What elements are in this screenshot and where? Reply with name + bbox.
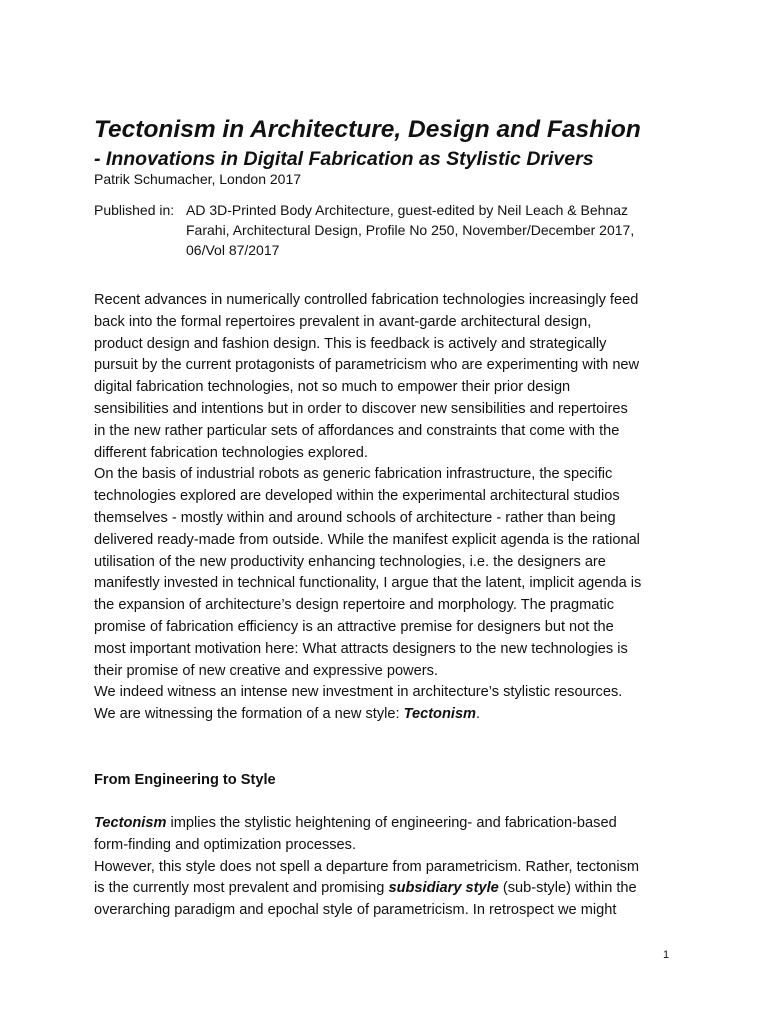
text-line: Recent advances in numerically controlled fabrication technologies increasingly feed	[94, 292, 639, 308]
text-segment: .	[476, 706, 481, 723]
text-line: in the new rather particular sets of affordances and constraints that come with the	[94, 422, 620, 439]
text-line: overarching paradigm and epochal style of parametricism. In retrospect we might	[94, 902, 617, 919]
term-tectonism: Tectonism	[94, 815, 167, 831]
text-line: utilisation of the new productivity enhancing technologies, i.e. the designers are	[94, 553, 606, 570]
text-line: the expansion of architecture’s design repertoire and morphology. The pragmatic	[94, 597, 615, 614]
page-number: 1	[663, 949, 670, 961]
document-subtitle: - Innovations in Digital Fabrication as Stylistic Drivers	[94, 148, 594, 170]
text-segment: is the currently most prevalent and promising	[94, 880, 389, 897]
text-line: themselves - mostly within and around schools of architecture - rather than being	[94, 509, 616, 526]
published-line: AD 3D-Printed Body Architecture, guest-edited by Neil Leach & Behnaz	[186, 202, 629, 218]
text-line: product design and fashion design. This is feedback is actively and strategically	[94, 335, 607, 352]
text-segment: We are witnessing the formation of a new style:	[94, 706, 404, 723]
paragraph-intro	[94, 290, 684, 726]
published-line: 06/Vol 87/2017	[186, 242, 280, 258]
document-title: Tectonism in Architecture, Design and Fashion	[94, 116, 641, 143]
text-line: promise of fabrication efficiency is an attractive premise for designers but not the	[94, 618, 614, 635]
text-line: technologies explored are developed within the experimental architectural studios	[94, 488, 620, 505]
text-line: delivered ready-made from outside. While the manifest explicit agenda is the rational	[94, 531, 640, 548]
text-line: On the basis of industrial robots as generic fabrication infrastructure, the specific	[94, 466, 613, 483]
term-subsidiary-style: subsidiary style	[388, 880, 499, 897]
text-line: form-finding and optimization processes.	[94, 836, 357, 853]
text-line: their promise of new creative and expressive powers.	[94, 662, 438, 679]
text-line	[94, 813, 684, 835]
text-line: most important motivation here: What attracts designers to the new technologies is	[94, 640, 628, 657]
text-line: However, this style does not spell a departure from parametricism. Rather, tectonism	[94, 858, 640, 875]
text-segment: (sub-style) within the	[498, 880, 637, 897]
text-line: sensibilities and intentions but in order to discover new sensibilities and repertoires	[94, 400, 628, 417]
text-line: manifestly invested in technical functionality, I argue that the latent, implicit agenda is	[94, 575, 642, 592]
text-line	[94, 878, 684, 900]
section-heading: From Engineering to Style	[94, 772, 276, 788]
published-details	[186, 200, 656, 260]
published-label: Published in:	[94, 202, 175, 218]
text-line: We indeed witness an intense new investment in architecture’s stylistic resources.	[94, 684, 623, 701]
term-tectonism: Tectonism	[403, 706, 477, 723]
text-line-tectonism	[94, 704, 684, 726]
paragraph-engineering	[94, 813, 684, 922]
text-line: pursuit by the current protagonists of parametricism who are experimenting with new	[94, 357, 640, 374]
text-line: back into the formal repertoires prevalent in avant-garde architectural design,	[94, 313, 592, 330]
text-segment: implies the stylistic heightening of engineering- and fabrication-based	[166, 815, 617, 831]
text-line: different fabrication technologies explored.	[94, 444, 368, 461]
text-line: digital fabrication technologies, not so much to empower their prior design	[94, 379, 571, 396]
author-line: Patrik Schumacher, London 2017	[94, 171, 302, 187]
published-line: Farahi, Architectural Design, Profile No 250, November/December 2017,	[186, 222, 635, 238]
